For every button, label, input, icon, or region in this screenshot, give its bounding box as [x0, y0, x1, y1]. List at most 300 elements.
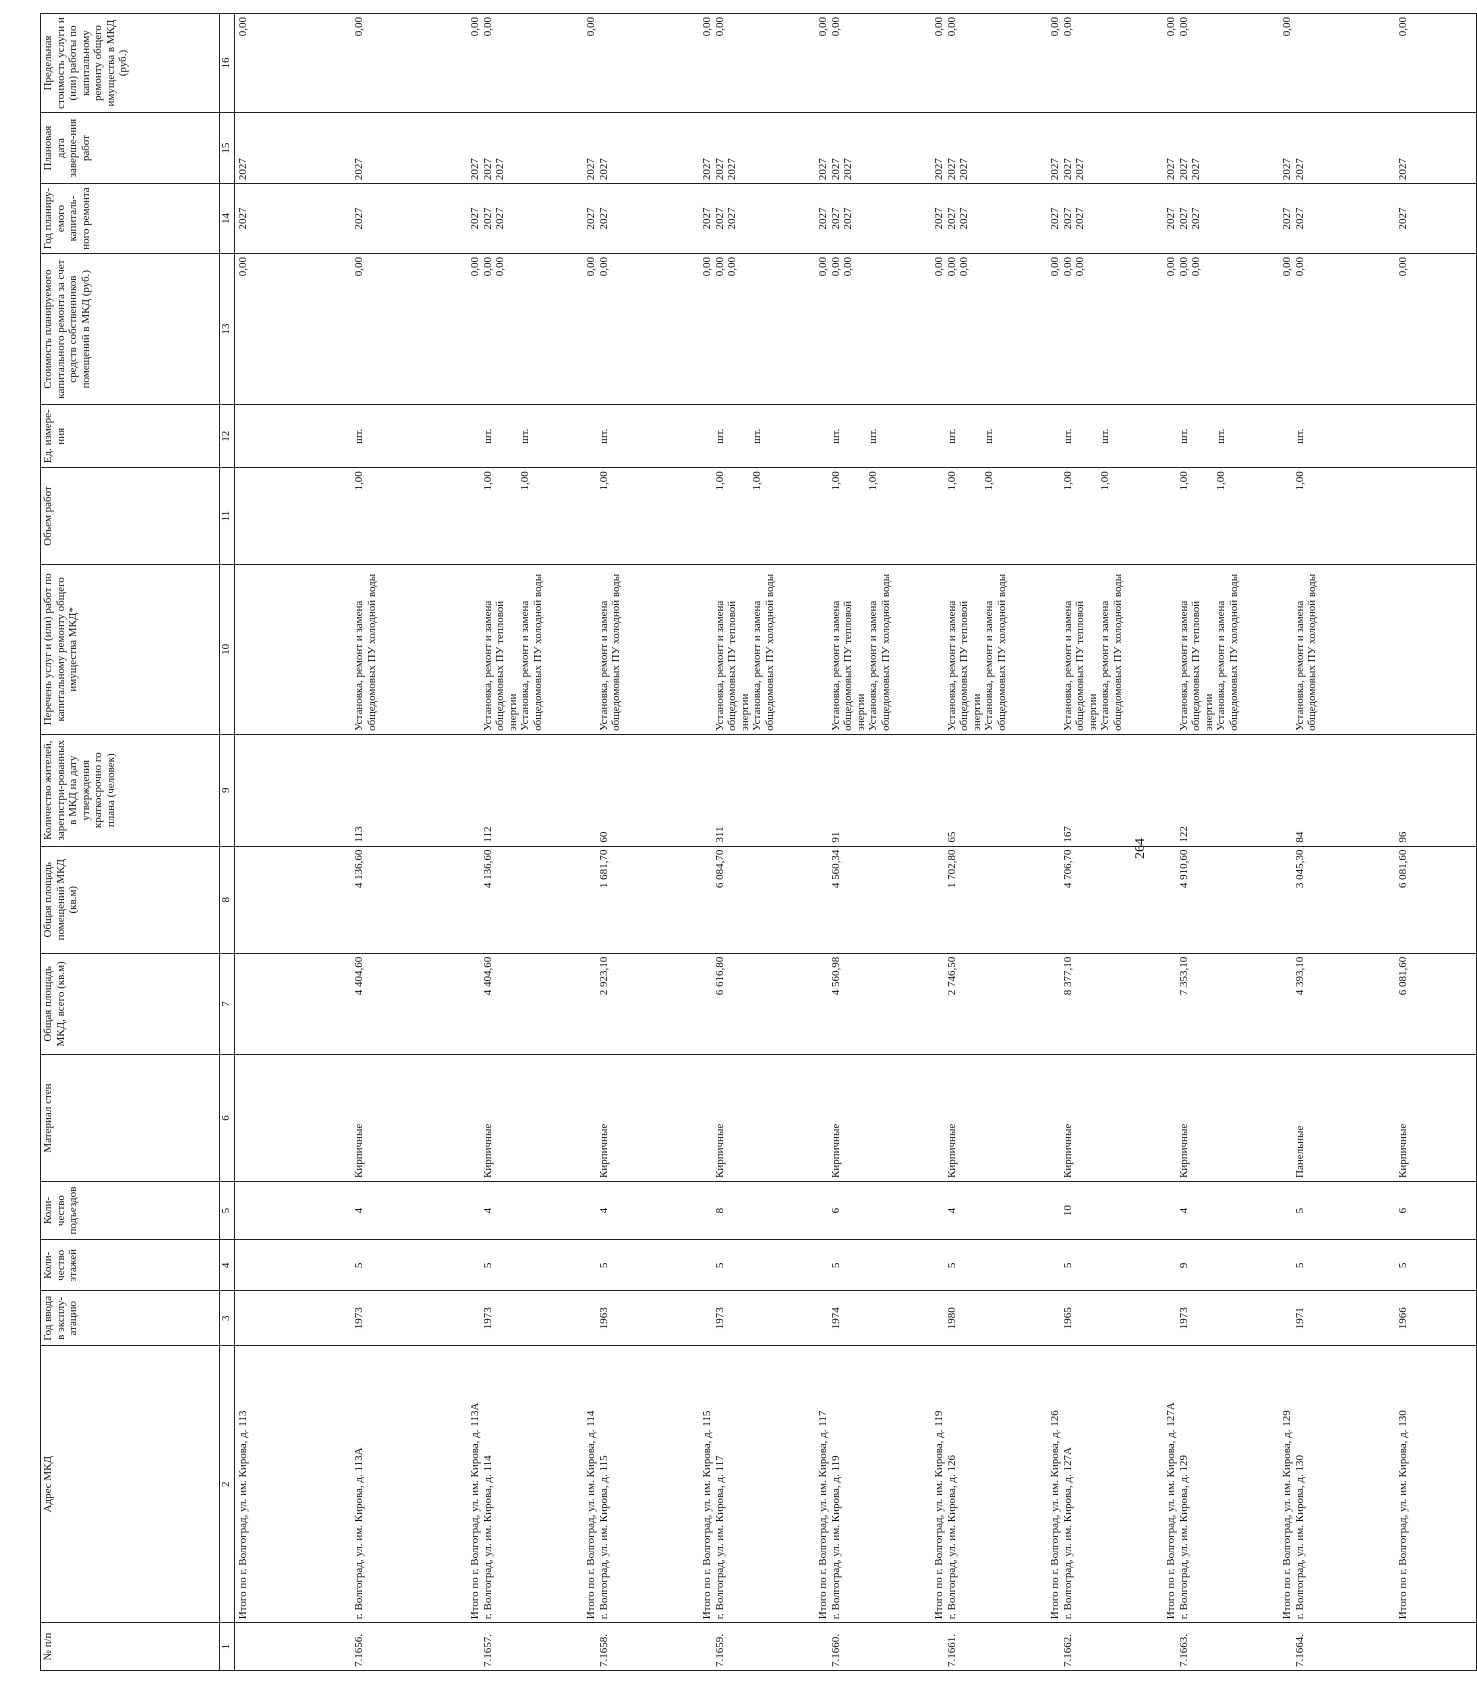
volume: 1,00: [829, 471, 842, 491]
unit-cell: [931, 405, 1047, 468]
end-date-cell: [1047, 113, 1163, 184]
wall-material-cell: [1395, 1055, 1477, 1182]
year: 1971: [1293, 1307, 1306, 1330]
address: г. Волгоград, ул. им. Кирова, д. 127А: [1061, 1447, 1074, 1620]
column-header-11: Объем работ: [41, 468, 220, 565]
limit-cell: [235, 14, 352, 113]
area-rooms: 3 045,30: [1293, 849, 1306, 889]
residents: 60: [597, 831, 610, 843]
area-total: 2 923,10: [597, 956, 610, 996]
cost: 0,00: [1281, 256, 1293, 277]
column-number-12: 12: [220, 405, 235, 468]
itogo-label: Итого по г. Волгоград, ул. им. Кирова, д. 130: [1397, 1410, 1409, 1620]
end-date: 2027: [829, 158, 842, 181]
cost-cell: [583, 253, 699, 404]
cost: 0,00: [726, 256, 738, 277]
area-total-cell: [931, 953, 1047, 1054]
floors-cell: [467, 1240, 583, 1291]
row-number: 7.1661.: [945, 1634, 958, 1667]
entrances: 4: [481, 1207, 494, 1214]
itogo-label: Итого по г. Волгоград, ул. им. Кирова, д. 126: [1049, 1410, 1061, 1620]
limit-cell: [815, 14, 931, 113]
column-number-4: 4: [220, 1240, 235, 1291]
cost-cell: [699, 253, 815, 404]
end-date: 2027: [237, 158, 249, 181]
residents: 84: [1293, 831, 1306, 843]
work-item: Установка, ремонт и замена общедомовых ПУ тепловой энергии: [829, 600, 867, 731]
residents-cell: [235, 734, 352, 846]
wall-material: Кирпичные: [353, 1123, 365, 1178]
cost: 0,00: [1293, 256, 1306, 277]
works-cell: [583, 564, 699, 734]
plan-year: 2027: [1190, 207, 1202, 230]
floors: 5: [353, 1262, 365, 1269]
address-cell: [1047, 1346, 1163, 1623]
floors-cell: [351, 1240, 467, 1291]
column-number-2: 2: [220, 1346, 235, 1623]
volume: 1,00: [597, 471, 610, 491]
residents: 65: [945, 831, 958, 843]
residents-cell: [583, 734, 699, 846]
area-rooms-cell: [1395, 846, 1477, 953]
works-cell: [1163, 564, 1279, 734]
unit-cell: [1047, 405, 1163, 468]
unit: шт.: [519, 428, 531, 444]
address: г. Волгоград, ул. им. Кирова, д. 117: [713, 1455, 726, 1620]
end-date: 2027: [842, 158, 854, 181]
floors: 5: [829, 1262, 842, 1269]
plan-year-cell: [815, 184, 931, 254]
row-number-cell: [1395, 1623, 1477, 1671]
itogo-label: Итого по г. Волгоград, ул. им. Кирова, д. 114: [585, 1410, 597, 1620]
cost: 0,00: [237, 256, 249, 277]
limit: 0,00: [1397, 17, 1409, 37]
cost: 0,00: [1397, 256, 1409, 277]
floors: 5: [1061, 1262, 1074, 1269]
wall-material-cell: [815, 1055, 931, 1182]
work-item: Установка, ремонт и замена общедомовых ПУ тепловой энергии: [713, 600, 751, 731]
volume-cell: [699, 468, 815, 565]
volume: 1,00: [519, 471, 531, 491]
area-rooms-cell: [699, 846, 815, 953]
area-total: 4 393,10: [1293, 956, 1306, 996]
cost-cell: [235, 253, 352, 404]
area-total: 4 404,60: [481, 956, 494, 996]
volume: 1,00: [983, 471, 995, 491]
area-rooms: 1 681,70: [597, 849, 610, 889]
entrances-cell: [1047, 1181, 1163, 1239]
volume-cell: [1395, 468, 1477, 565]
area-rooms-cell: [1163, 846, 1279, 953]
row-number: 7.1660.: [829, 1634, 842, 1667]
table-row: [1163, 14, 1279, 1671]
floors: 5: [1397, 1262, 1409, 1269]
column-number-6: 6: [220, 1055, 235, 1182]
year-cell: [931, 1291, 1047, 1346]
column-header-8: Общая площадь помещений МКД (кв.м): [41, 846, 220, 953]
unit-cell: [583, 405, 699, 468]
area-total: 7 353,10: [1177, 956, 1190, 996]
column-number-5: 5: [220, 1181, 235, 1239]
plan-year: 2027: [842, 207, 854, 230]
column-number-15: 15: [220, 113, 235, 184]
area-total: 6 616,80: [713, 956, 726, 996]
plan-year-cell: [1279, 184, 1395, 254]
area-total: 4 404,60: [353, 956, 365, 996]
limit: 0,00: [713, 17, 726, 37]
wall-material: Кирпичные: [1397, 1123, 1409, 1178]
year-cell: [1395, 1291, 1477, 1346]
entrances: 6: [1397, 1207, 1409, 1214]
entrances: 10: [1061, 1205, 1074, 1217]
address: г. Волгоград, ул. им. Кирова, д. 119: [829, 1455, 842, 1620]
column-header-1: № п/п: [41, 1623, 220, 1671]
year-cell: [351, 1291, 467, 1346]
work-item: Установка, ремонт и замена общедомовых ПУ холодной воды: [1099, 573, 1124, 731]
cost: 0,00: [1190, 256, 1202, 277]
row-number: 7.1663.: [1177, 1634, 1190, 1667]
wall-material: Кирпичные: [1177, 1123, 1190, 1178]
area-total-cell: [699, 953, 815, 1054]
cost-cell: [1395, 253, 1477, 404]
area-rooms-cell: [931, 846, 1047, 953]
entrances-cell: [931, 1181, 1047, 1239]
column-header-13: Стоимость планируемого капитального ремонта за счет средств собственников помещений в МКД (руб.): [41, 253, 220, 404]
work-item: Установка, ремонт и замена общедомовых ПУ тепловой энергии: [481, 600, 519, 731]
floors: 5: [597, 1262, 610, 1269]
volume-cell: [235, 468, 352, 565]
unit-cell: [1163, 405, 1279, 468]
itogo-label: Итого по г. Волгоград, ул. им. Кирова, д. 113: [237, 1410, 249, 1620]
plan-year: 2027: [1177, 207, 1190, 230]
cost: 0,00: [1061, 256, 1074, 277]
plan-year-cell: [1395, 184, 1477, 254]
works-cell: [699, 564, 815, 734]
plan-year: 2027: [353, 207, 365, 230]
floors-cell: [699, 1240, 815, 1291]
address: г. Волгоград, ул. им. Кирова, д. 115: [597, 1455, 610, 1620]
volume-cell: [1047, 468, 1163, 565]
year-cell: [1279, 1291, 1395, 1346]
area-total-cell: [1047, 953, 1163, 1054]
table-row: [1279, 14, 1395, 1671]
table-row: [583, 14, 699, 1671]
area-rooms-cell: [235, 846, 352, 953]
works-cell: [931, 564, 1047, 734]
cost: 0,00: [701, 256, 713, 277]
cost-cell: [467, 253, 583, 404]
residents-cell: [351, 734, 467, 846]
limit: 0,00: [237, 17, 249, 37]
cost: 0,00: [481, 256, 494, 277]
year: 1973: [353, 1307, 365, 1330]
plan-year: 2027: [817, 207, 829, 230]
plan-year-cell: [235, 184, 352, 254]
unit-cell: [1279, 405, 1395, 468]
area-total-cell: [815, 953, 931, 1054]
table-row: [815, 14, 931, 1671]
area-total: 2 746,50: [945, 956, 958, 996]
cost: 0,00: [829, 256, 842, 277]
plan-year-cell: [583, 184, 699, 254]
table-row: [1395, 14, 1477, 1671]
cost-cell: [1047, 253, 1163, 404]
address-cell: [351, 1346, 467, 1623]
unit-cell: [815, 405, 931, 468]
wall-material-cell: [1279, 1055, 1395, 1182]
row-number: 7.1657.: [481, 1634, 494, 1667]
residents-cell: [815, 734, 931, 846]
column-header-9: Количество жителей, зарегистри-рованных в МКД на дату утверждения краткосрочно го плана (человек): [41, 734, 220, 846]
row-number-cell: [1279, 1623, 1395, 1671]
column-number-7: 7: [220, 953, 235, 1054]
plan-year: 2027: [597, 207, 610, 230]
residents-cell: [931, 734, 1047, 846]
end-date-cell: [1279, 113, 1395, 184]
row-number-cell: [931, 1623, 1047, 1671]
end-date-cell: [351, 113, 467, 184]
limit: 0,00: [353, 17, 365, 37]
wall-material-cell: [351, 1055, 467, 1182]
area-rooms: 4 560,34: [829, 849, 842, 889]
residents: 122: [1177, 826, 1190, 843]
limit-cell: [699, 14, 815, 113]
area-total-cell: [1279, 953, 1395, 1054]
cost-cell: [931, 253, 1047, 404]
plan-year: 2027: [1397, 207, 1409, 230]
works-cell: [235, 564, 352, 734]
limit: 0,00: [1049, 17, 1061, 37]
cost: 0,00: [933, 256, 945, 277]
plan-year: 2027: [945, 207, 958, 230]
row-number-cell: [235, 1623, 352, 1671]
table-row: [351, 14, 467, 1671]
limit: 0,00: [1177, 17, 1190, 37]
volume: 1,00: [713, 471, 726, 491]
area-rooms-cell: [351, 846, 467, 953]
entrances-cell: [1395, 1181, 1477, 1239]
residents-cell: [1047, 734, 1163, 846]
year: 1980: [945, 1307, 958, 1330]
work-item: Установка, ремонт и замена общедомовых ПУ холодной воды: [751, 573, 776, 731]
volume-cell: [1279, 468, 1395, 565]
plan-year: 2027: [481, 207, 494, 230]
end-date-cell: [235, 113, 352, 184]
cost: 0,00: [945, 256, 958, 277]
plan-year: 2027: [726, 207, 738, 230]
floors-cell: [1163, 1240, 1279, 1291]
column-header-6: Материал стен: [41, 1055, 220, 1182]
row-number-cell: [467, 1623, 583, 1671]
column-header-5: Коли-чество подъездов: [41, 1181, 220, 1239]
unit: шт.: [1177, 428, 1190, 444]
area-rooms: 4 136,60: [481, 849, 494, 889]
end-date: 2027: [1061, 158, 1074, 181]
plan-year: 2027: [469, 207, 481, 230]
area-total-cell: [235, 953, 352, 1054]
column-header-4: Коли-чество этажей: [41, 1240, 220, 1291]
end-date: 2027: [1281, 158, 1293, 181]
limit-cell: [1047, 14, 1163, 113]
column-number-10: 10: [220, 564, 235, 734]
wall-material: Кирпичные: [1061, 1123, 1074, 1178]
unit: шт.: [983, 428, 995, 444]
volume-cell: [351, 468, 467, 565]
wall-material-cell: [583, 1055, 699, 1182]
unit: шт.: [1061, 428, 1074, 444]
wall-material: Кирпичные: [945, 1123, 958, 1178]
area-total-cell: [351, 953, 467, 1054]
wall-material: Кирпичные: [713, 1123, 726, 1178]
floors-cell: [583, 1240, 699, 1291]
column-header-2: Адрес МКД: [41, 1346, 220, 1623]
floors-cell: [1395, 1240, 1477, 1291]
works-cell: [1395, 564, 1477, 734]
unit: шт.: [597, 428, 610, 444]
entrances-cell: [699, 1181, 815, 1239]
end-date-cell: [931, 113, 1047, 184]
unit: шт.: [1215, 428, 1227, 444]
wall-material-cell: [467, 1055, 583, 1182]
volume: 1,00: [751, 471, 763, 491]
plan-year-cell: [467, 184, 583, 254]
work-item: Установка, ремонт и замена общедомовых ПУ холодной воды: [519, 573, 544, 731]
floors-cell: [235, 1240, 352, 1291]
plan-year-cell: [351, 184, 467, 254]
area-rooms-cell: [1047, 846, 1163, 953]
year: 1974: [829, 1307, 842, 1330]
cost: 0,00: [1074, 256, 1086, 277]
end-date: 2027: [1293, 158, 1306, 181]
limit-cell: [1395, 14, 1477, 113]
floors: 5: [481, 1262, 494, 1269]
residents-cell: [1279, 734, 1395, 846]
volume: 1,00: [1099, 471, 1111, 491]
limit-cell: [931, 14, 1047, 113]
column-header-16: Предельная стоимость услуги и (или) работы по капитальному ремонту общего имущества в МКД (руб.): [41, 14, 220, 113]
entrances-cell: [1163, 1181, 1279, 1239]
residents-cell: [699, 734, 815, 846]
table-row: [467, 14, 583, 1671]
entrances: 4: [597, 1207, 610, 1214]
column-header-12: Ед. измере-ния: [41, 405, 220, 468]
row-number: 7.1662.: [1061, 1634, 1074, 1667]
limit-cell: [583, 14, 699, 113]
cost: 0,00: [1165, 256, 1177, 277]
area-rooms: 6 084,70: [713, 849, 726, 889]
volume: 1,00: [353, 471, 365, 491]
residents: 311: [713, 826, 726, 843]
cost: 0,00: [597, 256, 610, 277]
row-number-cell: [583, 1623, 699, 1671]
column-header-14: Год планиру-емого капиталь-ного ремонта: [41, 184, 220, 254]
end-date: 2027: [1190, 158, 1202, 181]
wall-material-cell: [1163, 1055, 1279, 1182]
plan-year-cell: [1047, 184, 1163, 254]
floors-cell: [815, 1240, 931, 1291]
unit: шт.: [713, 428, 726, 444]
address-cell: [467, 1346, 583, 1623]
plan-year-cell: [931, 184, 1047, 254]
end-date: 2027: [1074, 158, 1086, 181]
limit: 0,00: [469, 17, 481, 37]
end-date: 2027: [945, 158, 958, 181]
plan-year: 2027: [1293, 207, 1306, 230]
entrances-cell: [815, 1181, 931, 1239]
table-row: [235, 14, 352, 1671]
works-cell: [467, 564, 583, 734]
unit: шт.: [1293, 428, 1306, 444]
year: 1965: [1061, 1307, 1074, 1330]
entrances: 8: [713, 1207, 726, 1214]
end-date-cell: [699, 113, 815, 184]
row-number-cell: [699, 1623, 815, 1671]
area-rooms-cell: [583, 846, 699, 953]
entrances-cell: [351, 1181, 467, 1239]
end-date-cell: [583, 113, 699, 184]
year-cell: [1047, 1291, 1163, 1346]
volume-cell: [467, 468, 583, 565]
unit-cell: [467, 405, 583, 468]
wall-material: Кирпичные: [829, 1123, 842, 1178]
entrances: 4: [1177, 1207, 1190, 1214]
entrances: 4: [353, 1207, 365, 1214]
limit: 0,00: [1281, 17, 1293, 37]
unit-cell: [699, 405, 815, 468]
year-cell: [699, 1291, 815, 1346]
table-row: [1047, 14, 1163, 1671]
area-rooms: 6 081,60: [1397, 849, 1409, 889]
cost-cell: [351, 253, 467, 404]
work-item: Установка, ремонт и замена общедомовых ПУ холодной воды: [597, 573, 622, 731]
cost: 0,00: [353, 256, 365, 277]
unit-cell: [1395, 405, 1477, 468]
plan-year: 2027: [237, 207, 249, 230]
unit: шт.: [1099, 428, 1111, 444]
volume: 1,00: [867, 471, 879, 491]
area-total: 4 560,98: [829, 956, 842, 996]
limit: 0,00: [585, 17, 597, 37]
area-rooms-cell: [815, 846, 931, 953]
work-item: Установка, ремонт и замена общедомовых ПУ холодной воды: [983, 573, 1008, 731]
plan-year: 2027: [958, 207, 970, 230]
volume: 1,00: [1061, 471, 1074, 491]
end-date: 2027: [469, 158, 481, 181]
cost: 0,00: [494, 256, 506, 277]
itogo-label: Итого по г. Волгоград, ул. им. Кирова, д. 115: [701, 1410, 713, 1620]
row-number: 7.1656.: [353, 1634, 365, 1667]
address-cell: [235, 1346, 352, 1623]
end-date: 2027: [353, 158, 365, 181]
limit: 0,00: [817, 17, 829, 37]
column-header-15: Плановая дата заверше-ния работ: [41, 113, 220, 184]
capital-repair-table: [40, 13, 1477, 1671]
works-cell: [1047, 564, 1163, 734]
residents-cell: [1163, 734, 1279, 846]
row-number: 7.1664.: [1293, 1634, 1306, 1667]
cost-cell: [1279, 253, 1395, 404]
end-date: 2027: [597, 158, 610, 181]
residents: 112: [481, 826, 494, 843]
entrances: 6: [829, 1207, 842, 1214]
address-cell: [699, 1346, 815, 1623]
unit: шт.: [481, 428, 494, 444]
works-cell: [351, 564, 467, 734]
floors-cell: [1279, 1240, 1395, 1291]
end-date-cell: [1395, 113, 1477, 184]
area-rooms: 4 910,60: [1177, 849, 1190, 889]
end-date: 2027: [1397, 158, 1409, 181]
